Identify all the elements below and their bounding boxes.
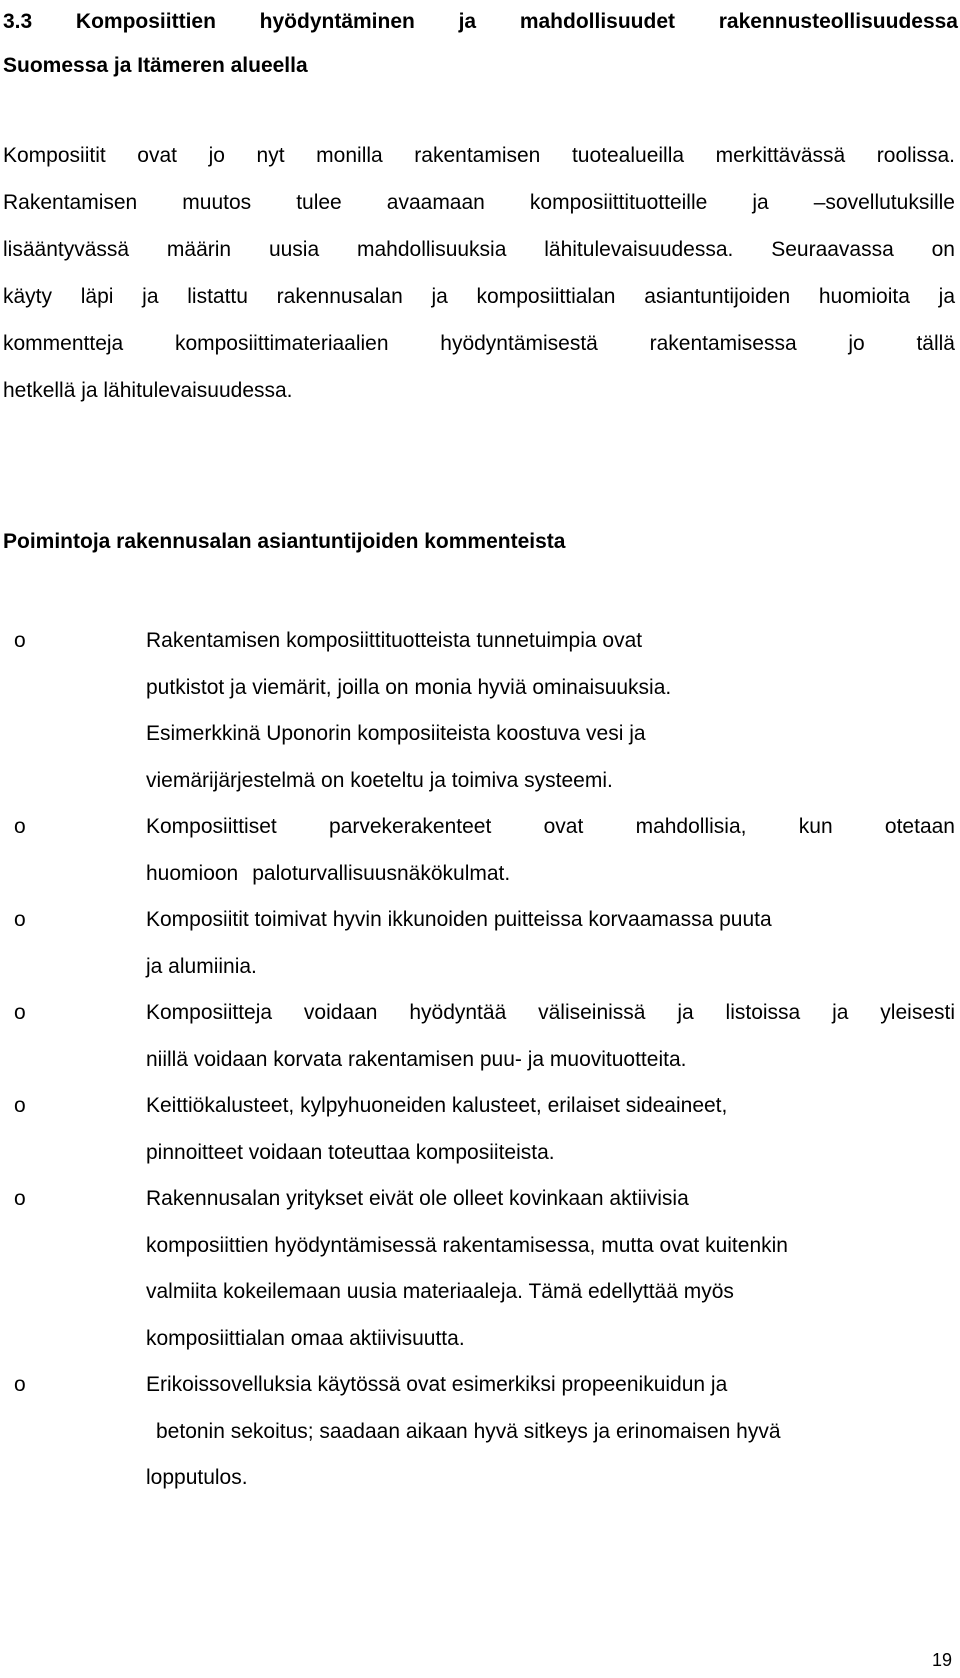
list-item <box>0 1083 955 1176</box>
intro-line: Komposiitit ovat jo nyt monilla rakentamisen tuotealueilla merkittävässä roolissa. <box>3 144 955 167</box>
list-item <box>0 618 955 804</box>
bullet-icon: o <box>14 1187 26 1210</box>
list-item-line: Rakentamisen komposiittituotteista tunnetuimpia ovat <box>146 629 643 652</box>
list-item-line: Komposiittiset parvekerakenteet ovat mahdollisia, kun otetaan <box>146 815 955 838</box>
comments-list <box>0 618 955 1502</box>
bullet-icon: o <box>14 908 26 931</box>
list-item-word: paloturvallisuusnäkökulmat. <box>252 861 511 885</box>
intro-line: kommentteja komposiittimateriaalien hyödyntämisestä rakentamisessa jo tällä <box>3 332 955 355</box>
intro-line: käyty läpi ja listattu rakennusalan ja komposiittialan asiantuntijoiden huomioita ja <box>3 285 955 308</box>
list-item-line: Keittiökalusteet, kylpyhuoneiden kalusteet, erilaiset sideaineet, <box>146 1094 728 1117</box>
list-item-line: lopputulos. <box>146 1466 248 1489</box>
page-number: 19 <box>931 1650 952 1670</box>
section-heading-line-1: 3.3 Komposiittien hyödyntäminen ja mahdollisuudet rakennusteollisuudessa <box>3 10 958 33</box>
list-item-line: Komposiitit toimivat hyvin ikkunoiden puitteissa korvaamassa puuta <box>146 908 772 931</box>
bullet-icon: o <box>14 629 26 652</box>
list-item <box>0 897 955 990</box>
list-item <box>0 804 955 897</box>
list-item-line: betonin sekoitus; saadaan aikaan hyvä sitkeys ja erinomaisen hyvä <box>156 1419 781 1443</box>
bullet-icon: o <box>14 1001 26 1024</box>
list-item-line: Komposiitteja voidaan hyödyntää väliseinissä ja listoissa ja yleisesti <box>146 1001 955 1024</box>
intro-paragraph <box>3 132 955 414</box>
list-item-line: pinnoitteet voidaan toteuttaa komposiiteista. <box>146 1140 555 1164</box>
bullet-icon: o <box>14 815 26 838</box>
list-item-line: komposiittialan omaa aktiivisuutta. <box>146 1326 465 1350</box>
list-item <box>0 1176 955 1362</box>
section-heading-line-2: Suomessa ja Itämeren alueella <box>3 54 308 77</box>
list-item-line: putkistot ja viemärit, joilla on monia hyviä ominaisuuksia. <box>146 675 672 699</box>
intro-line: lisääntyvässä määrin uusia mahdollisuuksia lähitulevaisuudessa. Seuraavassa on <box>3 238 955 261</box>
list-item-line: Erikoissovelluksia käytössä ovat esimerkiksi propeenikuidun ja <box>146 1373 728 1396</box>
list-item <box>0 990 955 1083</box>
list-item-word: huomioon <box>146 861 239 885</box>
list-item <box>0 1362 955 1502</box>
list-item-line: ja alumiinia. <box>146 954 257 978</box>
list-item-line: Esimerkkinä Uponorin komposiiteista koostuva vesi ja <box>146 722 646 745</box>
intro-line: Rakentamisen muutos tulee avaamaan komposiittituotteille ja –sovellutuksille <box>3 191 955 214</box>
section-heading <box>3 0 958 88</box>
list-item-line: niillä voidaan korvata rakentamisen puu- ja muovituotteita. <box>146 1047 687 1071</box>
list-item-line: viemärijärjestelmä on koeteltu ja toimiva systeemi. <box>146 768 613 792</box>
list-item-line <box>146 851 955 898</box>
bullet-icon: o <box>14 1094 26 1117</box>
list-item-line: valmiita kokeilemaan uusia materiaaleja. Tämä edellyttää myös <box>146 1280 734 1303</box>
comments-subheading: Poimintoja rakennusalan asiantuntijoiden kommenteista <box>3 530 566 553</box>
list-item-line: komposiittien hyödyntämisessä rakentamisessa, mutta ovat kuitenkin <box>146 1233 788 1257</box>
list-item-line: Rakennusalan yritykset eivät ole olleet kovinkaan aktiivisia <box>146 1187 689 1210</box>
bullet-icon: o <box>14 1373 26 1396</box>
intro-line: hetkellä ja lähitulevaisuudessa. <box>3 379 293 402</box>
